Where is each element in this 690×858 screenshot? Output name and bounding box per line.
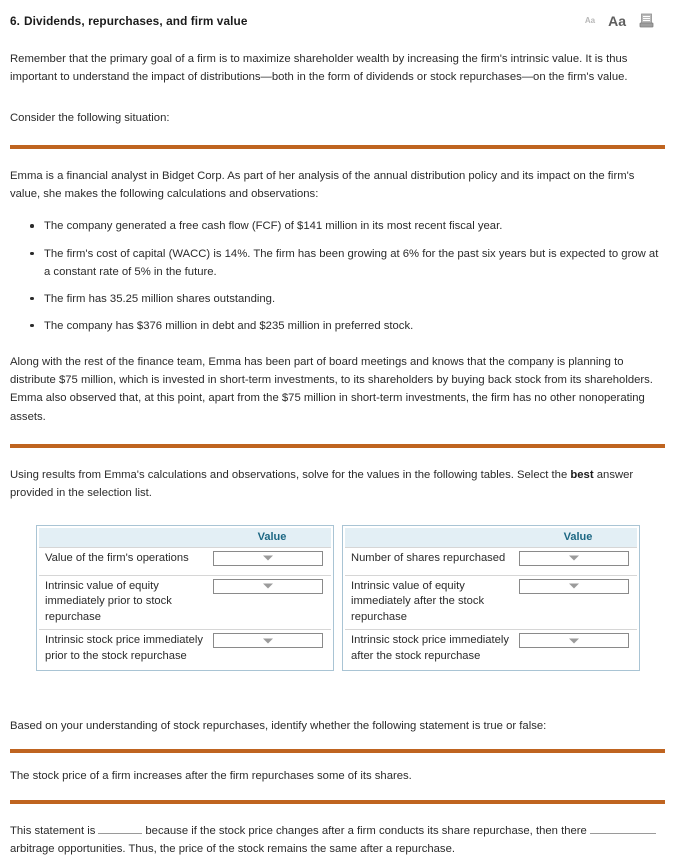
table-header-value-col: Value [257, 531, 287, 544]
page-title [10, 14, 247, 28]
row-value-cell [213, 633, 331, 648]
row-value-cell [519, 633, 637, 648]
row-value-cell [519, 551, 637, 566]
value-dropdown-price-after[interactable] [519, 633, 629, 648]
blank-answer-1[interactable] [98, 822, 142, 834]
chevron-down-icon [569, 556, 579, 561]
before-repurchase-table [36, 525, 334, 672]
row-label: Value of the firm's operations [45, 551, 189, 564]
row-value-cell [519, 579, 637, 594]
row-label: Intrinsic stock price immediately prior to the stock repurchase [45, 634, 203, 663]
scenario-bullet-list [10, 217, 666, 334]
true-false-prompt: Based on your understanding of stock repurchases, identify whether the following statement is true or false: [10, 720, 547, 733]
table-row [345, 575, 637, 630]
page-title-number: 6. [10, 13, 21, 28]
table-row [39, 629, 331, 668]
value-dropdown-equity-prior[interactable] [213, 579, 323, 594]
list-item: The firm has 35.25 million shares outstanding. [42, 290, 666, 308]
row-label: Intrinsic value of equity immediately after the stock repurchase [351, 579, 485, 624]
page-title-text: Dividends, repurchases, and firm value [24, 13, 248, 28]
list-item: The company has $376 million in debt and $235 million in preferred stock. [42, 317, 666, 335]
table-row [39, 575, 331, 630]
table-header-row [345, 528, 637, 547]
chevron-down-icon [569, 638, 579, 643]
table-header-row [39, 528, 331, 547]
value-dropdown-equity-after[interactable] [519, 579, 629, 594]
chevron-down-icon [263, 556, 273, 561]
blank-answer-2[interactable] [590, 822, 656, 834]
value-dropdown-firm-operations[interactable] [213, 551, 323, 566]
table-row [39, 547, 331, 575]
scenario-closing: Along with the rest of the finance team, Emma has been part of board meetings and knows that the company is planning to distribute $75 million, which is invested in short-term investments, to its shareholders by buying back stock from its shareholders. Emma also observed that, at this point, apart from the $75 million in short-term investments, the firm has no other nonoperating assets. [10, 355, 653, 423]
list-item: The company generated a free cash flow (FCF) of $141 million in its most recent fiscal year. [42, 217, 666, 235]
tables-instruction [10, 466, 666, 503]
tables-instruction-after: answer provided in the selection list. [10, 468, 634, 500]
page-header [10, 0, 666, 28]
chevron-down-icon [569, 584, 579, 589]
chevron-down-icon [263, 638, 273, 643]
table-row [345, 547, 637, 575]
value-dropdown-price-prior[interactable] [213, 633, 323, 648]
row-label: Number of shares repurchased [351, 551, 506, 564]
chevron-down-icon [263, 584, 273, 589]
header-toolbar [585, 13, 654, 28]
row-label: Intrinsic value of equity immediately prior to stock repurchase [45, 579, 172, 624]
explanation-paragraph [10, 822, 666, 858]
table-row [345, 629, 637, 668]
explanation-part-1: This statement is [10, 824, 96, 837]
value-dropdown-shares-repurchased[interactable] [519, 551, 629, 566]
true-false-statement: The stock price of a firm increases after the firm repurchases some of its shares. [10, 770, 412, 783]
explanation-part-3: arbitrage opportunities. Thus, the price of the stock remains the same after a repurchase. [10, 843, 455, 855]
row-value-cell [213, 579, 331, 594]
table-header-value-col: Value [563, 531, 593, 544]
scenario-intro: Emma is a financial analyst in Bidget Corp. As part of her analysis of the annual distribution policy and its impact on the firm's value, she makes the following calculations and observations: [10, 169, 635, 201]
decrease-font-size-icon[interactable]: Aa [584, 15, 596, 25]
answer-tables [10, 525, 666, 672]
row-value-cell [213, 551, 331, 566]
intro-paragraph-1: Remember that the primary goal of a firm is to maximize shareholder wealth by increasing the firm's intrinsic value. It is thus important to understand the impact of distributions—both in the form of dividends or stock repurchases—on the firm's value. [10, 53, 628, 84]
list-item: The firm's cost of capital (WACC) is 14%. The firm has been growing at 6% for the past six years but is expected to grow at a constant rate of 5% in the future. [42, 245, 666, 281]
print-icon[interactable] [639, 13, 654, 28]
tables-instruction-before: Using results from Emma's calculations and observations, solve for the values in the following tables. Select the [10, 468, 571, 481]
tables-instruction-emphasis: best [570, 468, 594, 481]
increase-font-size-icon[interactable]: Aa [608, 12, 626, 29]
intro-paragraph-2: Consider the following situation: [10, 111, 170, 124]
row-label: Intrinsic stock price immediately after the stock repurchase [351, 634, 509, 663]
after-repurchase-table [342, 525, 640, 672]
explanation-part-2: because if the stock price changes after a firm conducts its share repurchase, then there [145, 824, 587, 837]
